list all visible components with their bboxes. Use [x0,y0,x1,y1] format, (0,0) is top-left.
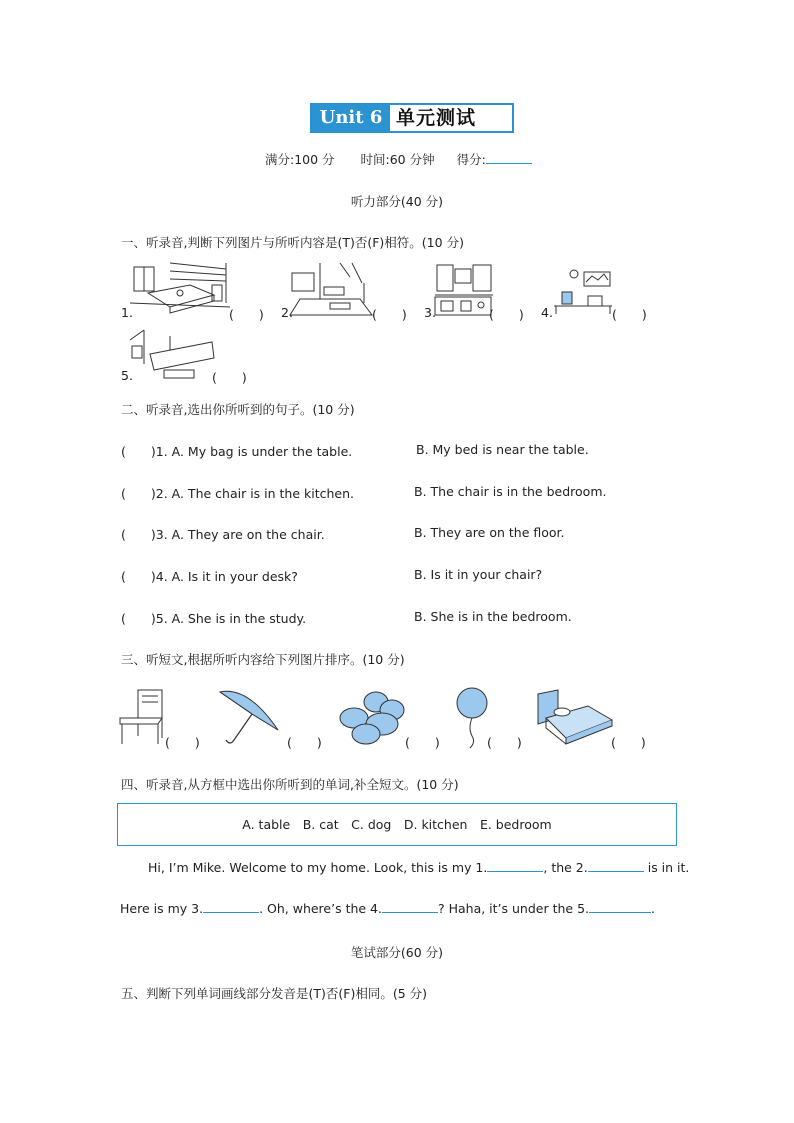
unit-label: Unit 6 [312,105,390,131]
study-picture [552,268,614,316]
q3-option-a[interactable]: ( )3. A. They are on the chair. [121,527,325,542]
q5-option-a[interactable]: ( )5. A. She is in the study. [121,611,307,626]
passage-text-6: ? Haha, it’s under the 5. [437,901,590,916]
section3-heading: 三、听短文,根据所听内容给下列图片排序。(10 分) [121,652,405,667]
q2-option-a[interactable]: ( )2. A. The chair is in the kitchen. [121,486,355,501]
item4-answer[interactable]: ( ) [612,307,647,322]
q1-option-b[interactable]: B. My bed is near the table. [416,442,589,457]
item3-number: 3. [424,305,436,320]
score-blank[interactable] [486,163,532,164]
bed-icon [536,688,614,746]
passage-text-5: . Oh, where’s the 4. [259,901,382,916]
section5-heading: 五、判断下列单词画线部分发音是(T)否(F)相同。(5 分) [121,986,428,1001]
q5-option-b[interactable]: B. She is in the bedroom. [414,609,572,624]
title-banner [310,103,514,133]
picture1-order[interactable]: ( ) [165,735,200,750]
q4-option-b[interactable]: B. Is it in your chair? [414,567,543,582]
blank-4[interactable] [382,912,438,913]
item5-answer[interactable]: ( ) [212,370,247,385]
picture3-order[interactable]: ( ) [405,735,440,750]
item1-answer[interactable]: ( ) [229,307,264,322]
item1-number: 1. [121,305,133,320]
word-bank-box [117,803,677,846]
passage-line1 [148,860,689,875]
picture2-order[interactable]: ( ) [287,735,322,750]
item5-number: 5. [121,368,133,383]
blank-5[interactable] [589,912,651,913]
q3-option-b[interactable]: B. They are on the floor. [414,525,565,540]
full-score: 满分:100 分 [265,152,335,167]
passage-text-2: , the 2. [543,860,588,875]
time-limit: 时间:60 分钟 [360,152,435,167]
kitchen-picture [435,265,493,319]
balloon-icon [454,688,490,748]
bathroom-picture [130,330,216,380]
passage-line2 [120,901,655,916]
section1-heading: 一、听录音,判断下列图片与所听内容是(T)否(F)相符。(10 分) [121,235,464,250]
passage-text-3: is in it. [643,860,690,875]
item3-answer[interactable]: ( ) [489,307,524,322]
eggs-icon [338,688,408,748]
bedroom-picture [130,263,230,315]
item2-number: 2. [281,305,293,320]
word-bank: A. table B. cat C. dog D. kitchen E. bedroom [242,817,552,832]
chair-icon [118,688,166,746]
q4-option-a[interactable]: ( )4. A. Is it in your desk? [121,569,298,584]
section2-heading: 二、听录音,选出你所听到的句子。(10 分) [121,402,355,417]
passage-text-1: Hi, I’m Mike. Welcome to my home. Look, this is my 1. [148,860,488,875]
q2-option-b[interactable]: B. The chair is in the bedroom. [414,484,607,499]
written-header: 笔试部分(60 分) [350,945,444,960]
picture5-order[interactable]: ( ) [611,735,646,750]
listening-header: 听力部分(40 分) [350,194,444,209]
umbrella-icon [218,688,280,746]
score-label: 得分: [456,152,486,167]
q1-option-a[interactable]: ( )1. A. My bag is under the table. [121,444,353,459]
passage-text-4: Here is my 3. [120,901,204,916]
passage-text-7: . [651,901,655,916]
living-room-picture [290,263,374,317]
blank-3[interactable] [203,912,259,913]
blank-2[interactable] [588,871,644,872]
item2-answer[interactable]: ( ) [372,307,407,322]
picture4-order[interactable]: ( ) [487,735,522,750]
blank-1[interactable] [487,871,543,872]
item4-number: 4. [541,305,553,320]
section4-heading: 四、听录音,从方框中选出你所听到的单词,补全短文。(10 分) [121,777,459,792]
score-info [265,150,532,168]
page-title: 单元测试 [396,107,477,129]
